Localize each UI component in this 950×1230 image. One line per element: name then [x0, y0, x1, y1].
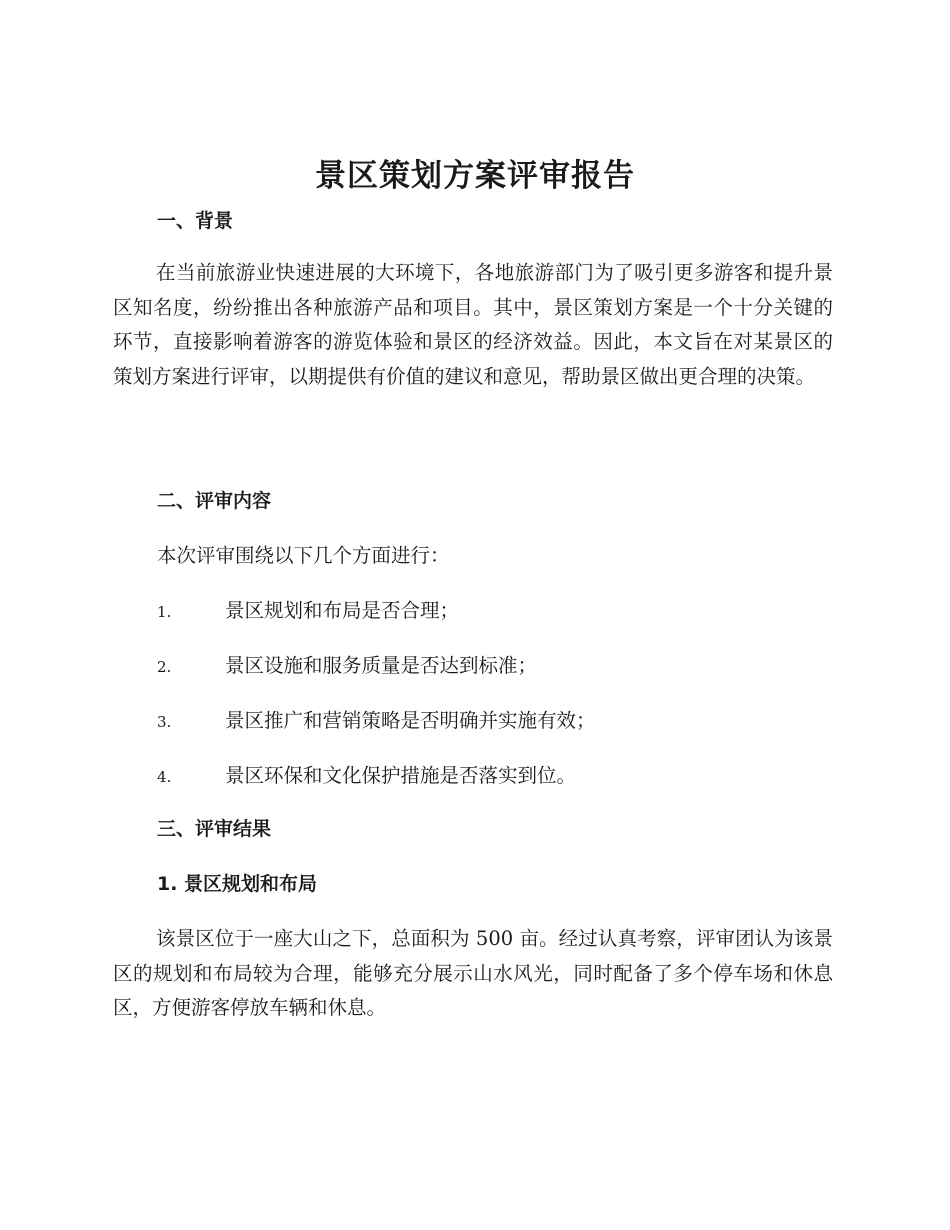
- list-item-number: 4.: [157, 768, 172, 786]
- background-paragraph: 在当前旅游业快速进展的大环境下，各地旅游部门为了吸引更多游客和提升景区知名度，纷纷推出各种旅游产品和项目。其中，景区策划方案是一个十分关键的环节，直接影响着游客的游览体验和景区的经济效益。因此，本文旨在对某景区的策划方案进行评审，以期提供有价值的建议和意见，帮助景区做出更合理的决策。: [113, 261, 833, 388]
- list-item-text: 景区规划和布局是否合理；: [225, 599, 460, 622]
- list-item-text: 景区设施和服务质量是否达到标准；: [225, 654, 538, 677]
- document-title: 景区策划方案评审报告: [315, 158, 635, 194]
- list-item: [157, 595, 459, 623]
- list-item-text: 景区环保和文化保护措施是否落实到位。: [225, 764, 577, 787]
- list-item: [157, 760, 576, 788]
- list-item-text: 景区推广和营销策略是否明确并实施有效；: [225, 709, 596, 732]
- list-item-number: 2.: [157, 658, 172, 676]
- list-item: [157, 650, 537, 678]
- list-item-number: 1.: [157, 603, 172, 621]
- section-heading-review-results: 三、评审结果: [157, 818, 272, 840]
- section-heading-review-content: 二、评审内容: [157, 490, 272, 512]
- section-heading-background: 一、背景: [157, 210, 234, 232]
- subsection-heading-planning-layout: 1. 景区规划和布局: [157, 873, 318, 895]
- list-item: [157, 705, 596, 733]
- list-item-number: 3.: [157, 713, 172, 731]
- review-content-intro: 本次评审围绕以下几个方面进行：: [157, 544, 450, 567]
- planning-layout-paragraph: 该景区位于一座大山之下，总面积为 500 亩。经过认真考察，评审团认为该景区的规划和布局较为合理，能够充分展示山水风光，同时配备了多个停车场和休息区，方便游客停放车辆和休息。: [113, 927, 833, 1019]
